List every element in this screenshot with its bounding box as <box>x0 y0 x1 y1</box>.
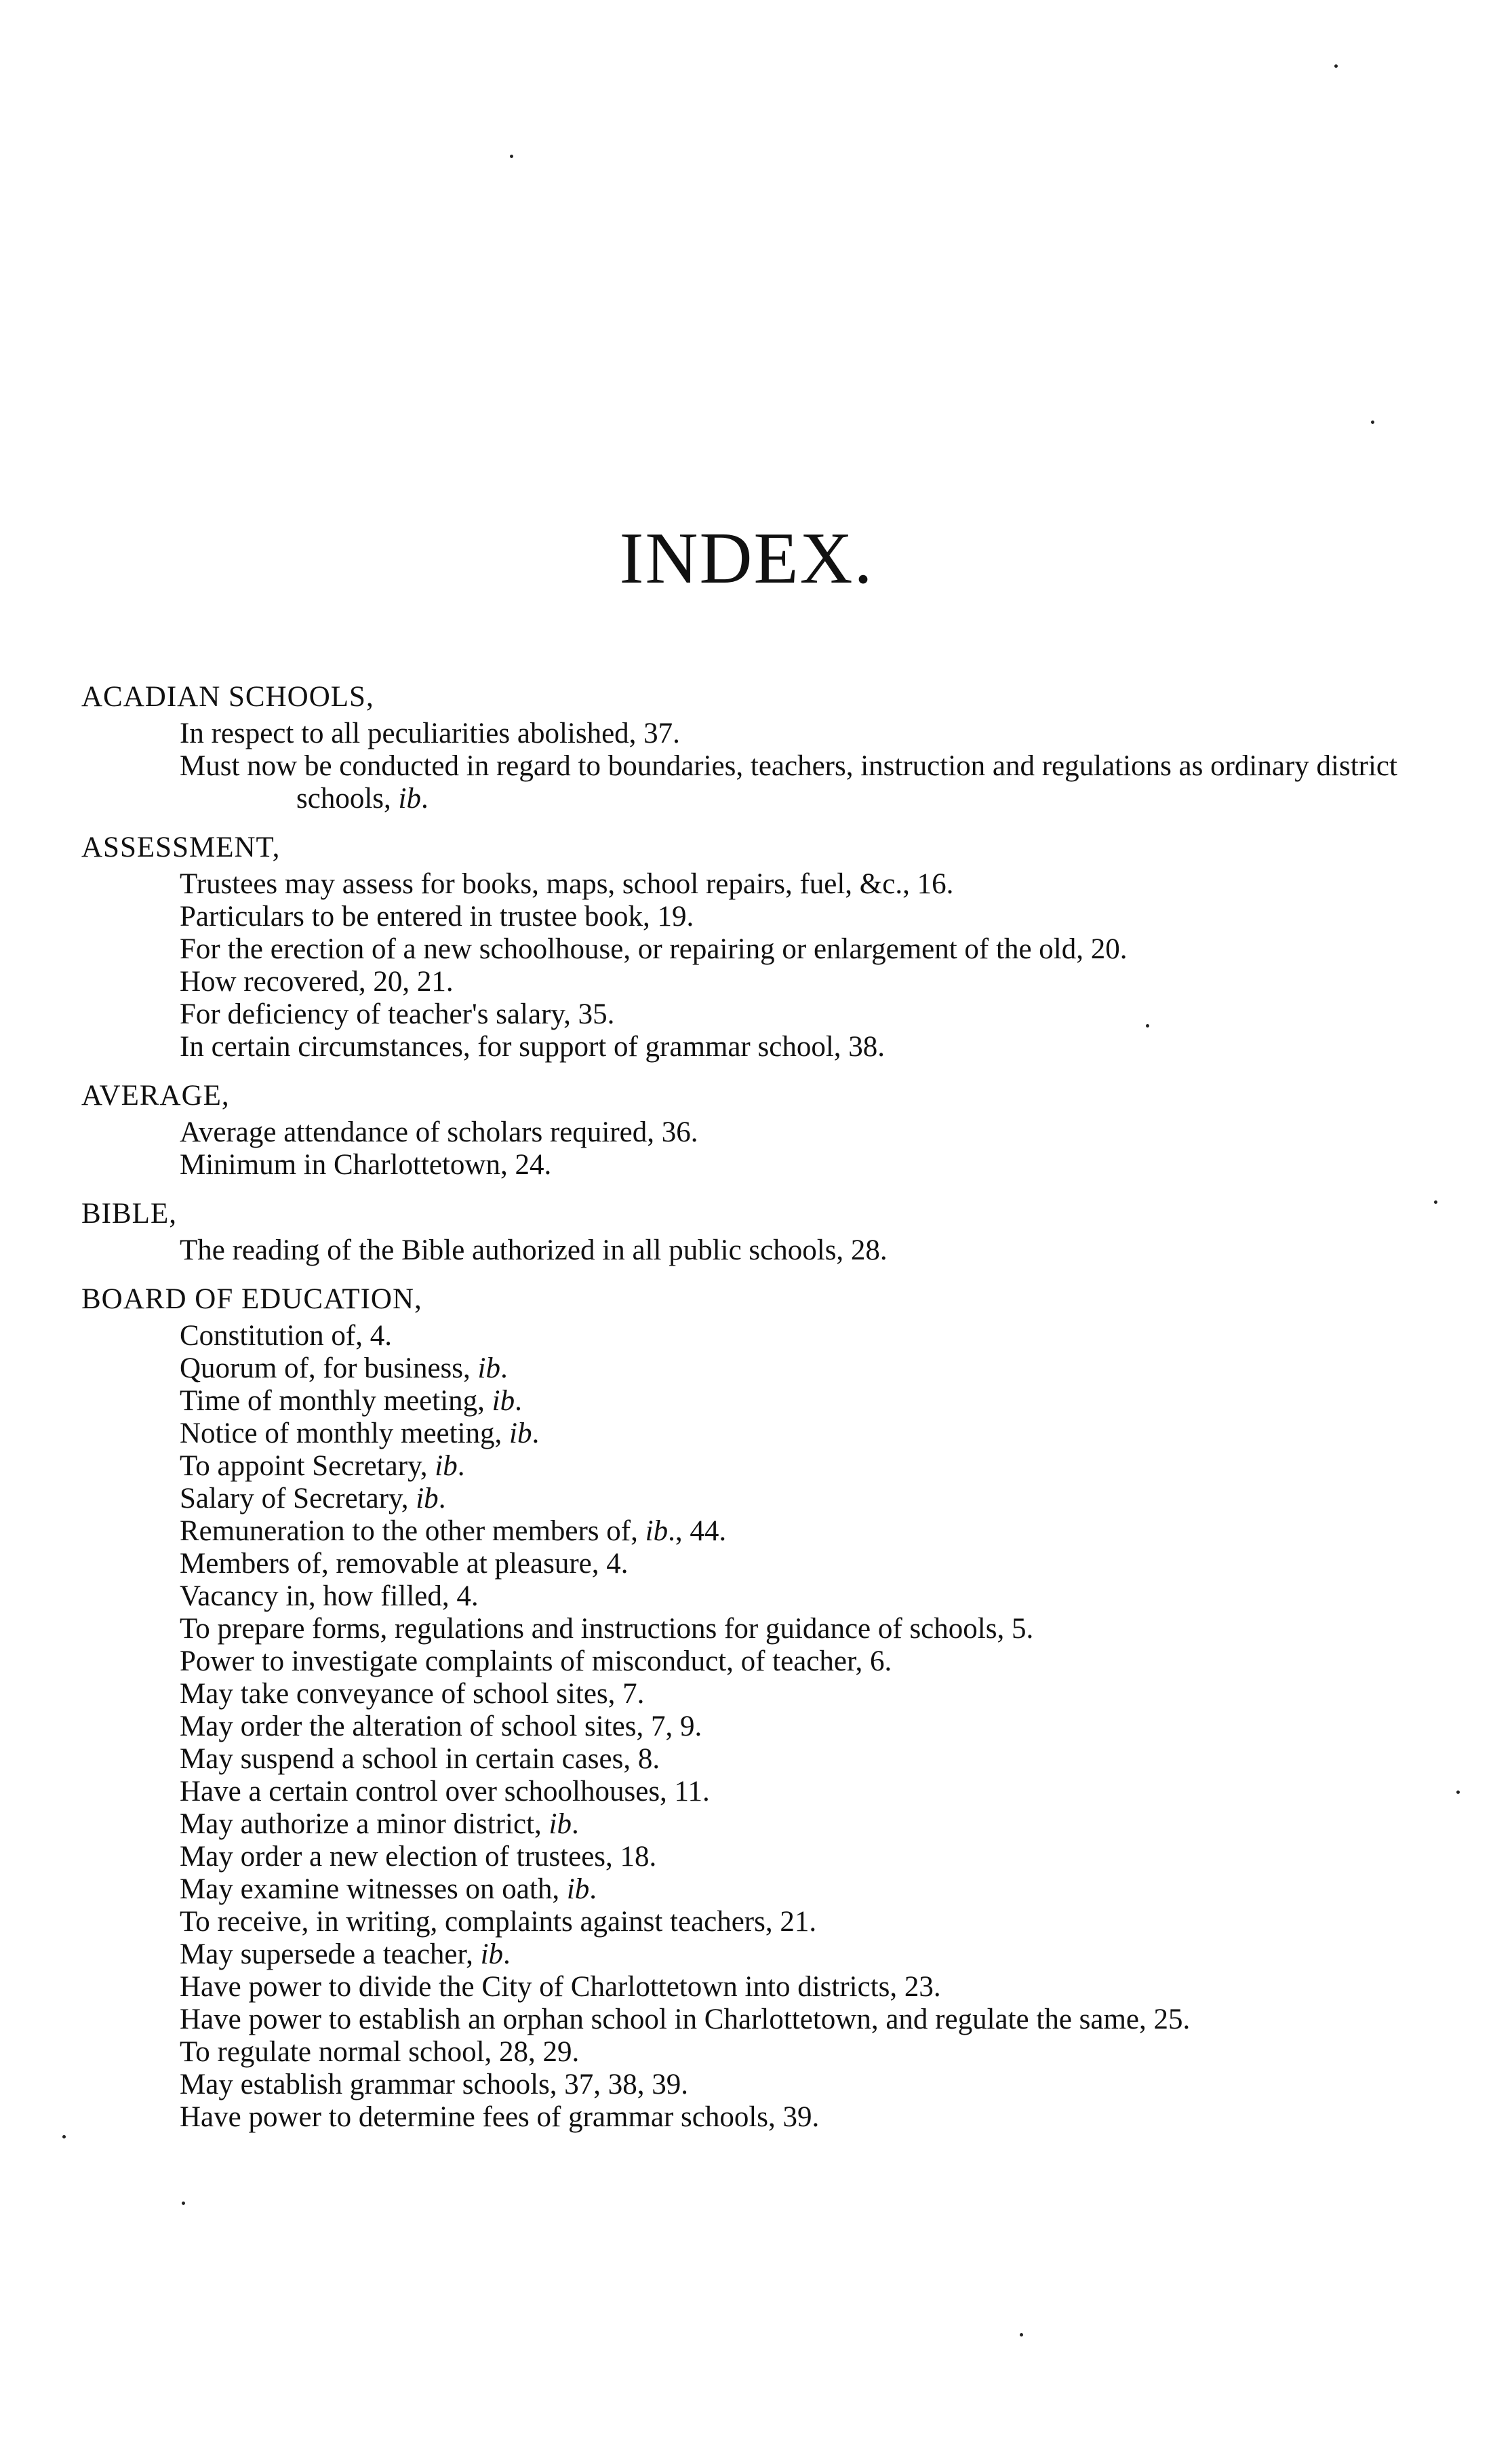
index-entry: May suspend a school in certain cases, 8. <box>180 1743 660 1775</box>
index-entry: Have power to establish an orphan school in Charlottetown, and regulate the same, 25. <box>180 2003 1191 2035</box>
index-section <box>81 1076 1424 1181</box>
index-section <box>81 677 1424 815</box>
index-list <box>81 677 1424 2146</box>
index-entry: Vacancy in, how filled, 4. <box>180 1580 479 1612</box>
index-entry: Minimum in Charlottetown, 24. <box>180 1149 552 1181</box>
index-entry: Average attendance of scholars required, 36. <box>180 1116 698 1148</box>
index-entry: Constitution of, 4. <box>180 1320 392 1352</box>
index-entry: How recovered, 20, 21. <box>180 966 454 998</box>
index-entry: Members of, removable at pleasure, 4. <box>180 1548 629 1580</box>
index-entry: Must now be conducted in regard to boundaries, teachers, instruction and regulations as ordinary district schools, ib. <box>180 750 1397 815</box>
index-entry: Notice of monthly meeting, ib. <box>180 1417 540 1449</box>
entry-list <box>81 718 1424 815</box>
ib-abbreviation: ib <box>435 1450 458 1482</box>
index-entry: Time of monthly meeting, ib. <box>180 1385 522 1417</box>
print-speck <box>1334 64 1338 68</box>
entry-list <box>81 1116 1424 1181</box>
print-speck <box>1146 1024 1149 1028</box>
index-entry: May supersede a teacher, ib. <box>180 1938 511 1970</box>
index-entry: May authorize a minor district, ib. <box>180 1808 579 1840</box>
index-section <box>81 1279 1424 2134</box>
index-entry: For deficiency of teacher's salary, 35. <box>180 998 615 1030</box>
ib-abbreviation: ib <box>480 1938 504 1970</box>
index-section <box>81 1194 1424 1267</box>
print-speck <box>510 155 513 158</box>
print-speck <box>182 2202 185 2205</box>
index-entry: In certain circumstances, for support of grammar school, 38. <box>180 1031 885 1063</box>
entry-list <box>81 868 1424 1063</box>
ib-abbreviation: ib <box>492 1385 515 1417</box>
index-entry: May take conveyance of school sites, 7. <box>180 1678 645 1710</box>
index-entry: Particulars to be entered in trustee book, 19. <box>180 901 694 933</box>
print-speck <box>62 2135 66 2138</box>
section-heading: AVERAGE, <box>81 1080 230 1112</box>
ib-abbreviation: ib <box>566 1873 590 1905</box>
index-entry: Remuneration to the other members of, ib., 44. <box>180 1515 727 1547</box>
ib-abbreviation: ib <box>416 1483 439 1514</box>
index-entry: To receive, in writing, complaints against teachers, 21. <box>180 1906 817 1938</box>
ib-abbreviation: ib <box>477 1352 500 1384</box>
index-entry: Power to investigate complaints of misconduct, of teacher, 6. <box>180 1645 892 1677</box>
print-speck <box>1371 421 1374 424</box>
index-entry: For the erection of a new schoolhouse, or repairing or enlargement of the old, 20. <box>180 933 1128 965</box>
index-entry: May order the alteration of school sites, 7, 9. <box>180 1710 702 1742</box>
index-section <box>81 827 1424 1063</box>
section-heading: BIBLE, <box>81 1198 177 1230</box>
index-entry: Quorum of, for business, ib. <box>180 1352 508 1384</box>
index-entry: May examine witnesses on oath, ib. <box>180 1873 597 1905</box>
entry-list <box>81 1234 1424 1267</box>
index-entry: May establish grammar schools, 37, 38, 39. <box>180 2069 689 2100</box>
index-entry: In respect to all peculiarities abolished, 37. <box>180 718 680 749</box>
section-heading: ACADIAN SCHOOLS, <box>81 681 374 713</box>
index-entry: The reading of the Bible authorized in all public schools, 28. <box>180 1234 888 1266</box>
print-speck <box>1020 2333 1023 2336</box>
entry-list <box>81 1320 1424 2134</box>
index-entry: To regulate normal school, 28, 29. <box>180 2036 580 2068</box>
index-entry: May order a new election of trustees, 18. <box>180 1841 657 1873</box>
ib-abbreviation: ib <box>398 783 421 815</box>
ib-abbreviation: ib <box>509 1417 532 1449</box>
index-entry: Have power to divide the City of Charlottetown into districts, 23. <box>180 1971 941 2003</box>
print-speck <box>1456 1791 1460 1794</box>
index-entry: Trustees may assess for books, maps, school repairs, fuel, &c., 16. <box>180 868 954 900</box>
index-entry: Salary of Secretary, ib. <box>180 1483 446 1514</box>
ib-abbreviation: ib <box>645 1515 669 1547</box>
print-speck <box>1434 1200 1437 1204</box>
ib-abbreviation: ib <box>549 1808 572 1840</box>
page-title: INDEX. <box>619 518 874 599</box>
index-entry: Have a certain control over schoolhouses, 11. <box>180 1776 710 1807</box>
section-heading: ASSESSMENT, <box>81 832 281 863</box>
index-entry: To appoint Secretary, ib. <box>180 1450 465 1482</box>
section-heading: BOARD OF EDUCATION, <box>81 1283 422 1315</box>
index-entry: To prepare forms, regulations and instructions for guidance of schools, 5. <box>180 1613 1034 1645</box>
index-entry: Have power to determine fees of grammar schools, 39. <box>180 2101 820 2133</box>
